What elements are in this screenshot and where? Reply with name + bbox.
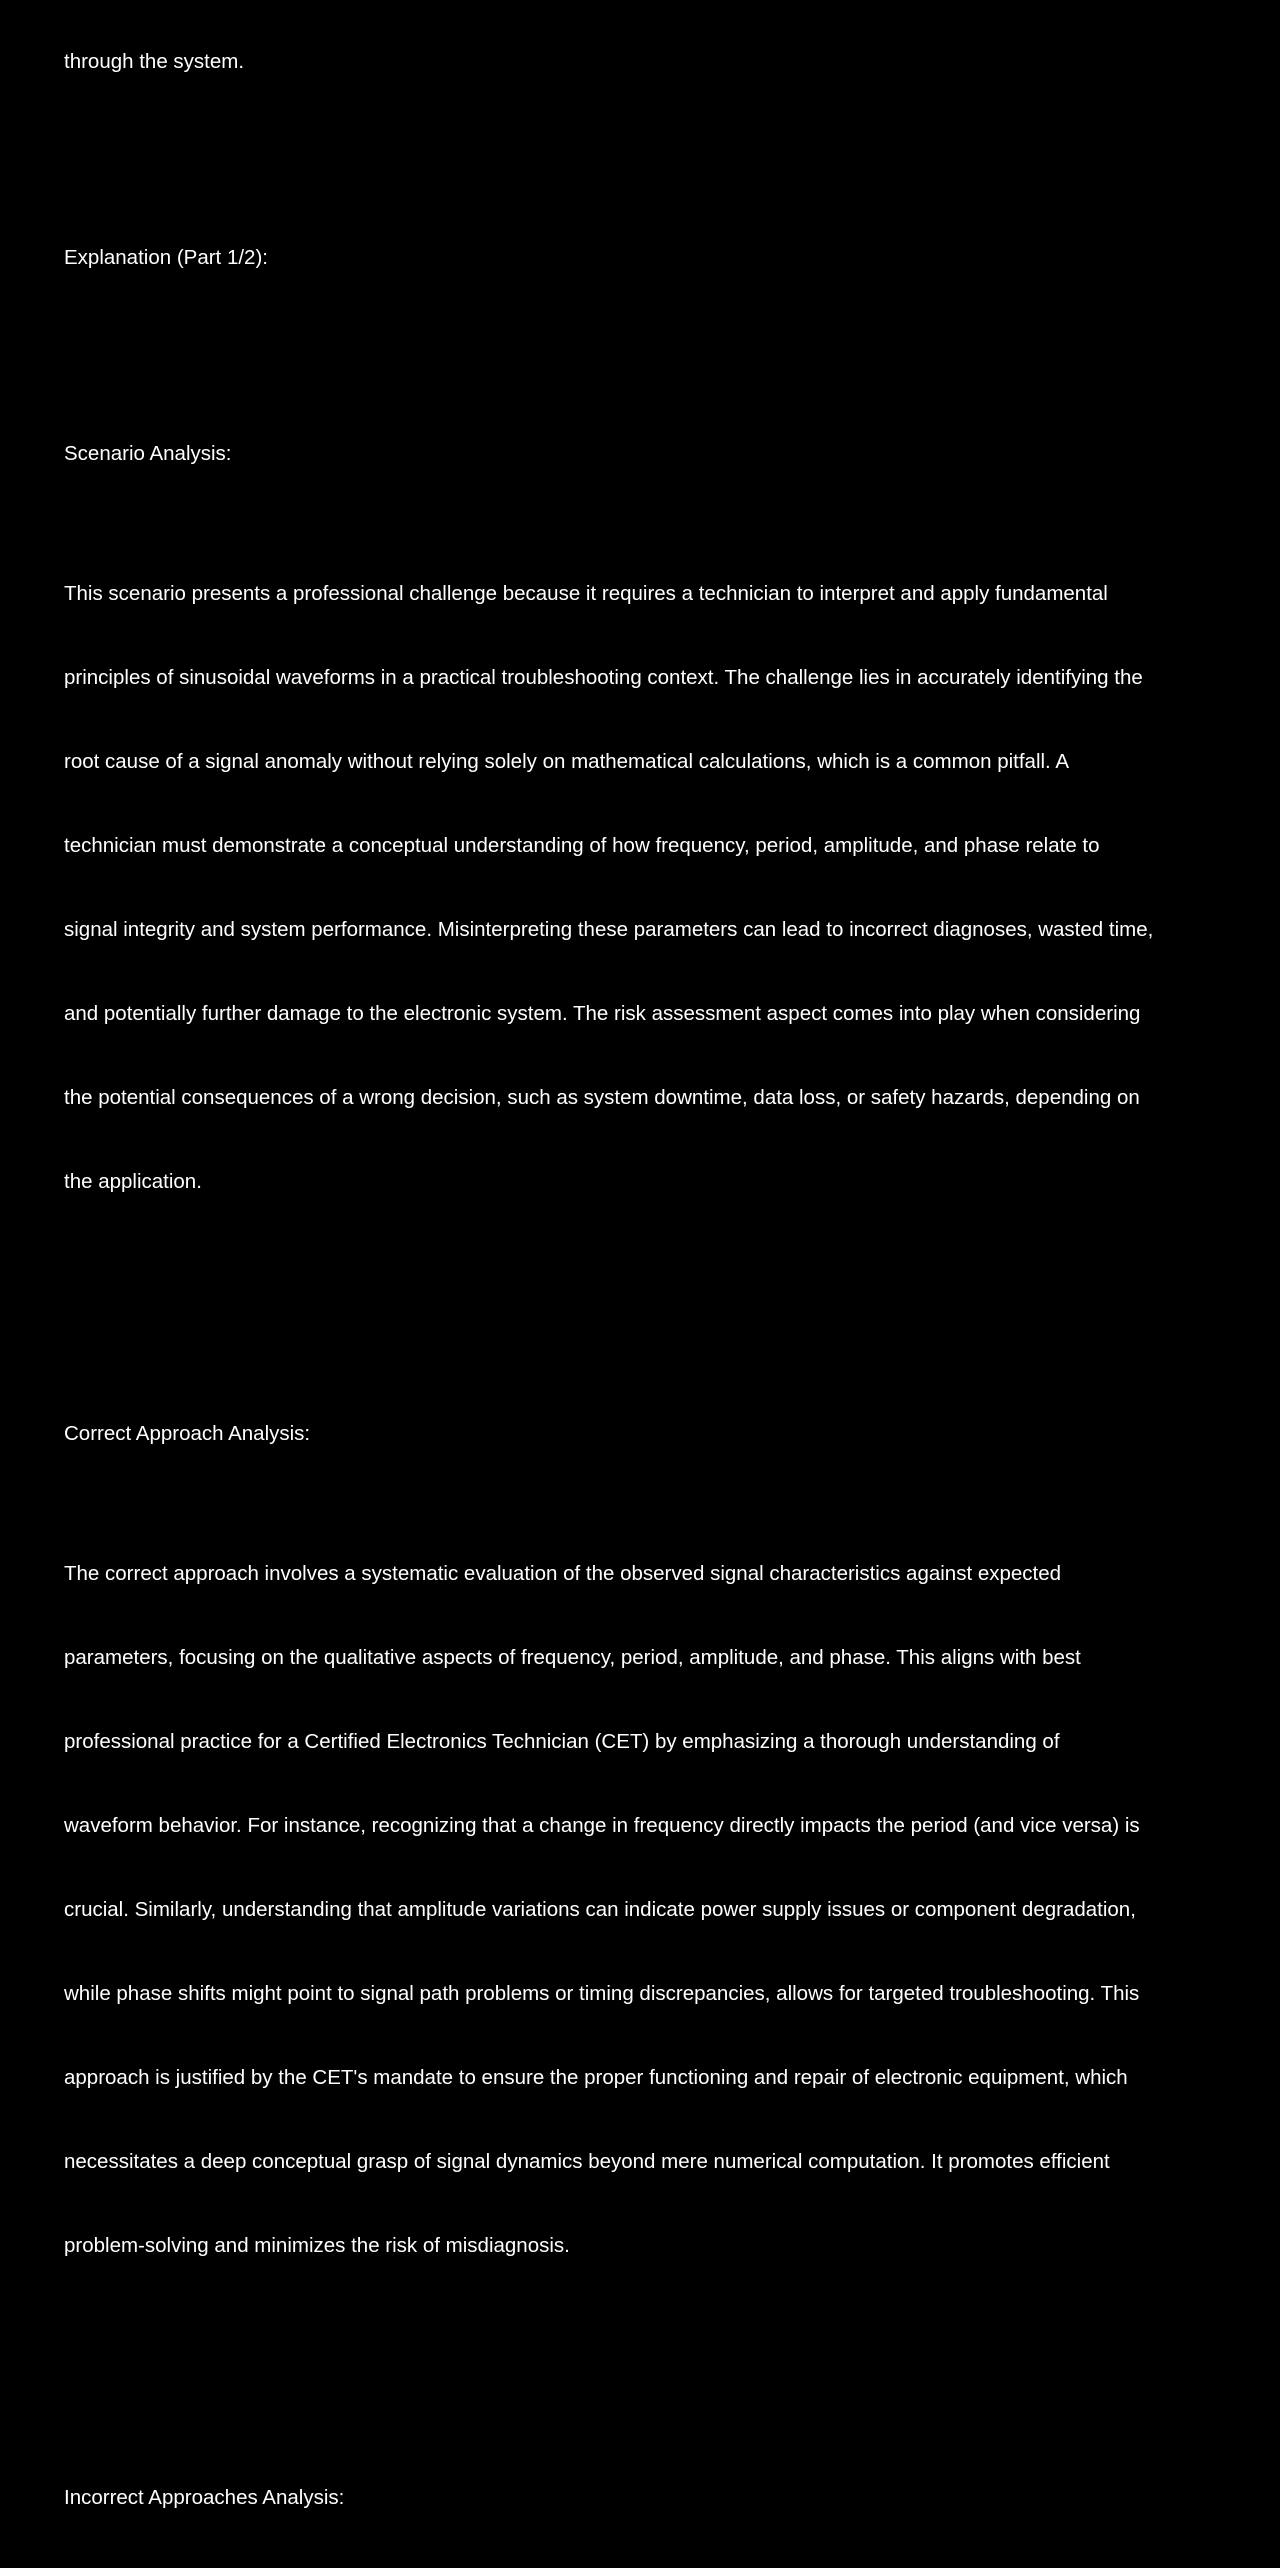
paragraph-gap [64, 2372, 1234, 2400]
correct-line: parameters, focusing on the qualitative aspects of frequency, period, amplitude, and phase. This aligns with best [64, 1646, 1081, 1669]
correct-line: necessitates a deep conceptual grasp of signal dynamics beyond mere numerical computation. It promotes efficient [64, 2150, 1110, 2173]
document-body [64, 0, 1234, 2568]
intro-tail-text: through the system. [64, 50, 245, 73]
paragraph-gap [64, 132, 1234, 160]
scenario-line: signal integrity and system performance. Misinterpreting these parameters can lead to incorrect diagnoses, wasted time, [64, 918, 1154, 941]
incorrect-approaches-heading: Incorrect Approaches Analysis: [64, 2486, 345, 2509]
correct-line: problem-solving and minimizes the risk of misdiagnosis. [64, 2234, 570, 2257]
scenario-analysis-heading: Scenario Analysis: [64, 442, 232, 465]
correct-approach-paragraph [64, 1504, 1234, 2316]
correct-line: crucial. Similarly, understanding that amplitude variations can indicate power supply issues or component degradation, [64, 1898, 1136, 1921]
correct-line: waveform behavior. For instance, recognizing that a change in frequency directly impacts the period (and vice versa) is [64, 1814, 1140, 1837]
scenario-line: technician must demonstrate a conceptual understanding of how frequency, period, amplitude, and phase relate to [64, 834, 1100, 857]
correct-line: The correct approach involves a systematic evaluation of the observed signal characteristics against expected [64, 1562, 1062, 1585]
correct-line: professional practice for a Certified Electronics Technician (CET) by emphasizing a thorough understanding of [64, 1730, 1060, 1753]
scenario-line: the application. [64, 1170, 202, 1193]
explanation-heading: Explanation (Part 1/2): [64, 246, 268, 269]
scenario-line: and potentially further damage to the electronic system. The risk assessment aspect comes into play when considering [64, 1002, 1141, 1025]
paragraph-gap [64, 328, 1234, 356]
correct-line: approach is justified by the CET's mandate to ensure the proper functioning and repair of electronic equipment, which [64, 2066, 1128, 2089]
correct-approach-heading: Correct Approach Analysis: [64, 1422, 311, 1445]
paragraph-gap [64, 1308, 1234, 1336]
correct-line: while phase shifts might point to signal path problems or timing discrepancies, allows for targeted troubleshooting. This [64, 1982, 1140, 2005]
scenario-line: principles of sinusoidal waveforms in a practical troubleshooting context. The challenge lies in accurately identifying the [64, 666, 1143, 689]
scenario-line: This scenario presents a professional challenge because it requires a technician to interpret and apply fundamental [64, 582, 1108, 605]
scenario-line: the potential consequences of a wrong decision, such as system downtime, data loss, or safety hazards, depending on [64, 1086, 1140, 1109]
scenario-line: root cause of a signal anomaly without relying solely on mathematical calculations, which is a common pitfall. A [64, 750, 1069, 773]
scenario-analysis-paragraph [64, 524, 1234, 1252]
